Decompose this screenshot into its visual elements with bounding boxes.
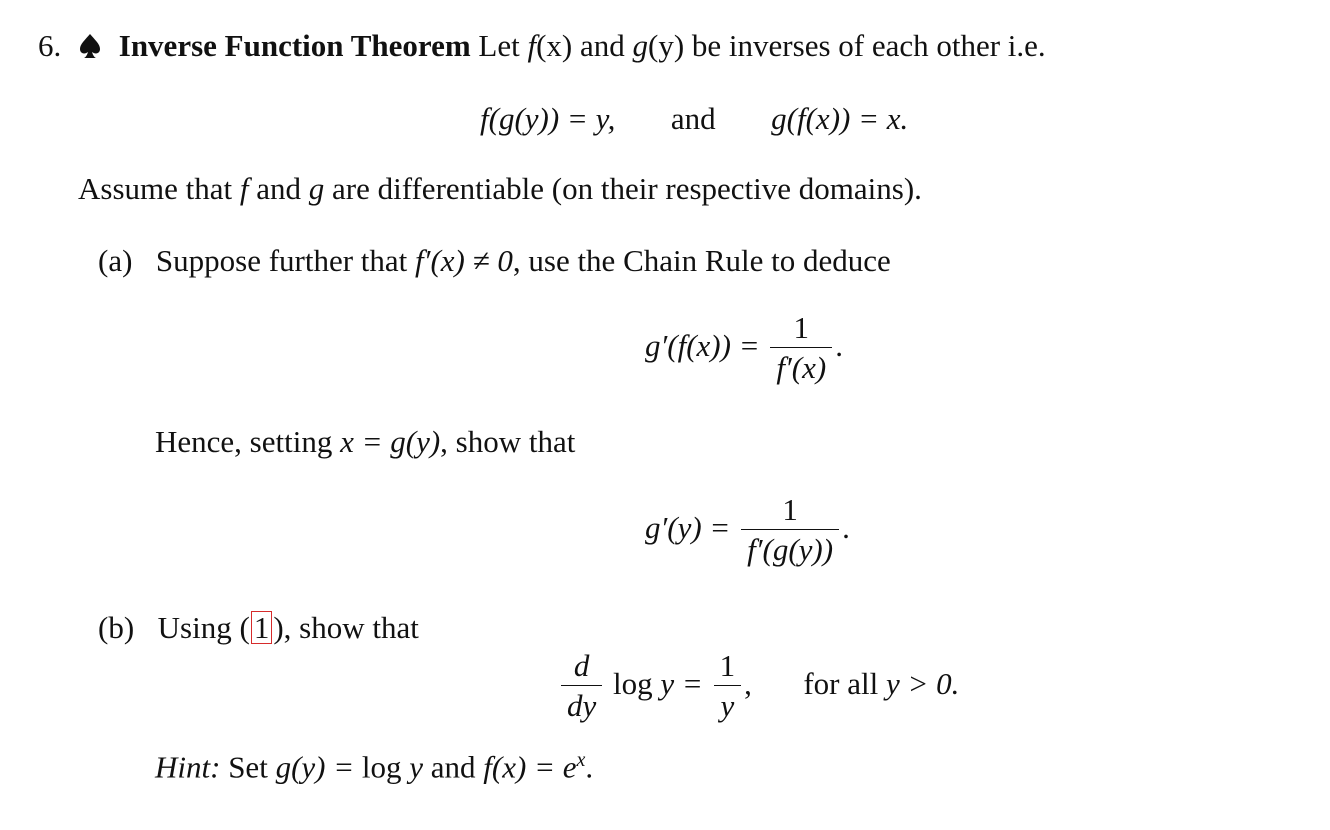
hint-label: Hint: [155,749,221,785]
hence-expr: x = g(y) [340,424,441,459]
assume-g: g [308,171,325,206]
part-a-frac2-num: 1 [741,494,839,530]
part-a-fraction [770,312,832,383]
inverse-equation [480,103,908,134]
eq-for-all: for all [803,666,879,701]
problem-header [38,30,1046,61]
derivative-operator [561,650,602,721]
part-a-eq2-end: . [842,510,850,545]
part-a-label: (a) [98,243,133,278]
eq1-g: g [771,101,787,136]
part-b-text-a: Using [157,610,232,645]
part-a-text-a: Suppose further that [155,243,408,278]
assume-f: f [239,171,249,206]
assumption-text [78,173,922,204]
recip-den: y [720,688,735,723]
assume-text-b: are differentiable (on their respective domains). [332,171,922,206]
eq1-f: f [480,101,489,136]
assume-text-a: Assume that [78,171,233,206]
part-a-text-b: , use the Chain Rule to deduce [512,243,891,278]
deriv-den: dy [567,688,597,723]
hint-expr-2: f(x) = e [483,749,577,785]
eq-y-equals: y = [660,666,703,701]
part-b-text-b: , show that [283,610,419,645]
part-a-frac2-den: f′(g(y)) [747,532,834,567]
intro-and: and [580,28,625,63]
part-a-equation [645,310,843,385]
part-a-hence [155,426,575,457]
eq1-middle: (g(y)) = y, [488,101,616,136]
intro-gy-arg: (y) [648,28,685,63]
part-b-hint [155,749,594,785]
assume-and: and [256,171,302,206]
part-a-frac-num: 1 [770,312,832,348]
reciprocal-fraction [714,650,742,721]
intro-text-a: Let [478,28,520,63]
hint-expr-1: g(y) = [275,749,355,785]
intro-g: g [632,28,649,63]
eq1-rest: (f(x)) = x. [786,101,909,136]
hint-text-a: Set [228,749,268,785]
spade-icon [79,33,101,59]
part-a-eq2-lhs: g′(y) = [645,510,731,545]
hence-text-a: Hence, setting [155,424,333,459]
hint-exponent: x [576,749,586,771]
part-b-statement: (b) Using ( 1 ), show that [98,610,419,645]
hint-end: . [585,749,594,785]
intro-f: f [527,28,537,63]
part-a-fraction-2 [741,494,839,565]
hint-y: y [409,749,424,785]
eq-condition: y > 0. [885,666,960,701]
part-b-label: (b) [98,610,135,645]
hint-log: log [361,749,402,785]
hence-text-b: , show that [440,424,576,459]
deriv-num: d [561,650,602,686]
part-a-condition: f′(x) ≠ 0 [415,243,513,278]
problem-number: 6. [38,28,62,63]
eq-log: log [613,666,653,701]
eq-comma: , [744,666,752,701]
part-a-eq-end: . [835,328,843,363]
hint-and: and [430,749,476,785]
part-a-eq-lhs: g′(f(x)) = [645,328,760,363]
part-a-frac-den: f′(x) [776,350,827,385]
part-a-statement [98,245,891,276]
recip-num: 1 [714,650,742,686]
intro-text-b: be inverses of each other i.e. [691,28,1046,63]
problem-title: Inverse Function Theorem [118,28,471,63]
part-a-equation-2 [645,492,850,567]
eq1-and: and [670,101,716,136]
equation-ref-link[interactable]: 1 [251,611,273,644]
part-b-equation [558,648,960,723]
intro-fx-arg: (x) [536,28,573,63]
